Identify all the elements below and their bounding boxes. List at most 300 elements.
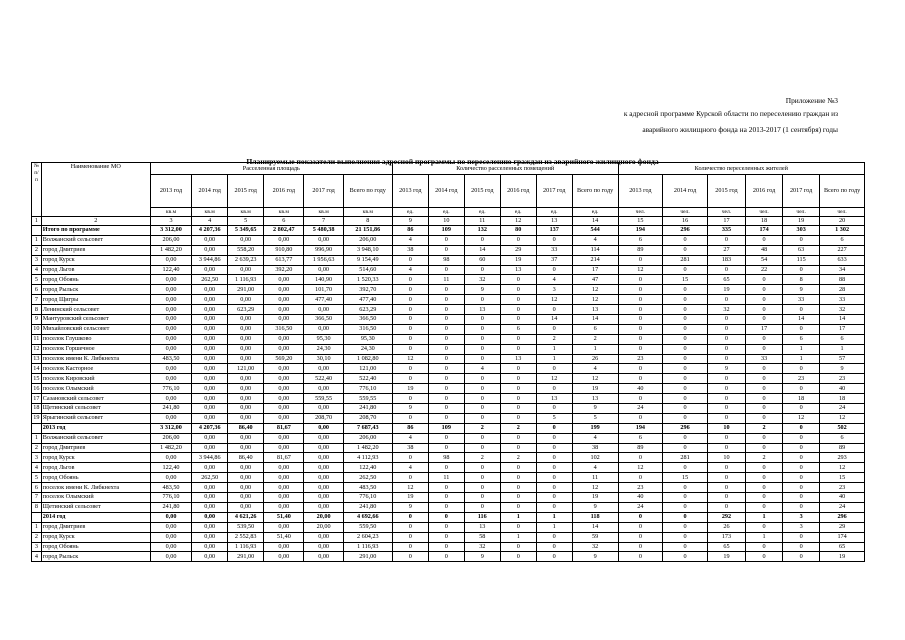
value-cell: 0,00: [150, 542, 191, 552]
value-cell: 121,00: [228, 364, 264, 374]
value-cell: 0: [618, 542, 663, 552]
year-header: Всего по году: [343, 175, 392, 208]
row-number: 9: [32, 315, 42, 325]
value-cell: 0: [618, 512, 663, 522]
value-cell: 0: [392, 295, 428, 305]
municipality-name: город Рыльск: [41, 552, 150, 562]
value-cell: 0: [428, 463, 464, 473]
table-row: [32, 315, 865, 325]
col-name-header: Наименование МО: [41, 163, 150, 217]
value-cell: 0: [500, 463, 536, 473]
municipality-name: город Курск: [41, 453, 150, 463]
value-cell: 0: [746, 275, 783, 285]
value-cell: 0: [536, 473, 572, 483]
municipality-name: Ленинский сельсовет: [41, 305, 150, 315]
value-cell: 24,30: [343, 344, 392, 354]
unit-header: кв.м: [304, 208, 343, 217]
value-cell: 59: [572, 532, 618, 542]
column-index-cell: 15: [618, 217, 663, 226]
column-index-cell: 8: [343, 217, 392, 226]
value-cell: 33: [746, 354, 783, 364]
value-cell: 0,00: [304, 493, 343, 503]
value-cell: 1 482,20: [343, 443, 392, 453]
value-cell: 1 116,93: [228, 542, 264, 552]
value-cell: 29: [500, 245, 536, 255]
value-cell: 291,00: [228, 552, 264, 562]
value-cell: 0,00: [304, 453, 343, 463]
value-cell: 199: [572, 423, 618, 433]
value-cell: 0: [428, 245, 464, 255]
value-cell: 0: [464, 394, 500, 404]
table-row: [32, 404, 865, 414]
value-cell: 392,20: [264, 265, 304, 275]
value-cell: 0: [618, 453, 663, 463]
value-cell: 4: [572, 463, 618, 473]
value-cell: 0: [500, 522, 536, 532]
value-cell: 0: [663, 364, 708, 374]
unit-header: чел.: [663, 208, 708, 217]
value-cell: 0: [618, 374, 663, 384]
value-cell: 137: [536, 226, 572, 236]
value-cell: 23: [618, 483, 663, 493]
value-cell: 0: [536, 235, 572, 245]
value-cell: 0: [536, 532, 572, 542]
value-cell: 38: [392, 245, 428, 255]
value-cell: 262,50: [343, 473, 392, 483]
value-cell: 40: [618, 493, 663, 503]
value-cell: 13: [500, 354, 536, 364]
value-cell: 3 944,86: [192, 255, 228, 265]
value-cell: 2 604,23: [343, 532, 392, 542]
value-cell: 63: [783, 245, 820, 255]
value-cell: 0: [707, 324, 745, 334]
year-header: 2015 год: [707, 175, 745, 208]
value-cell: 0: [500, 542, 536, 552]
value-cell: 0,00: [192, 394, 228, 404]
year-header: 2014 год: [663, 175, 708, 208]
value-cell: 0: [783, 483, 820, 493]
value-cell: 996,90: [304, 245, 343, 255]
value-cell: 4: [464, 364, 500, 374]
value-cell: 4: [392, 433, 428, 443]
value-cell: 2: [464, 453, 500, 463]
value-cell: 4 621,26: [228, 512, 264, 522]
value-cell: 0: [428, 384, 464, 394]
value-cell: 0: [500, 285, 536, 295]
value-cell: 0: [663, 384, 708, 394]
value-cell: 9: [572, 404, 618, 414]
value-cell: 0: [392, 552, 428, 562]
value-cell: 0,00: [228, 413, 264, 423]
table-row: [32, 433, 865, 443]
value-cell: 0,00: [150, 275, 191, 285]
value-cell: 140,90: [304, 275, 343, 285]
value-cell: 0: [663, 295, 708, 305]
table-row: [32, 275, 865, 285]
value-cell: 0: [783, 542, 820, 552]
municipality-name: Мантуровский сельсовет: [41, 315, 150, 325]
value-cell: 0,00: [228, 394, 264, 404]
value-cell: 262,50: [192, 275, 228, 285]
total-row: [32, 512, 865, 522]
value-cell: 316,50: [343, 324, 392, 334]
table-row: [32, 443, 865, 453]
value-cell: 1: [536, 344, 572, 354]
value-cell: 0,00: [150, 285, 191, 295]
value-cell: 0,00: [150, 305, 191, 315]
unit-header: кв.м: [192, 208, 228, 217]
value-cell: 174: [820, 532, 865, 542]
value-cell: 18: [820, 394, 865, 404]
value-cell: 292: [707, 512, 745, 522]
value-cell: 559,55: [343, 394, 392, 404]
value-cell: 121,00: [343, 364, 392, 374]
row-number: 18: [33, 404, 40, 412]
table-row: [32, 502, 865, 512]
value-cell: 6: [783, 334, 820, 344]
value-cell: 0: [746, 374, 783, 384]
value-cell: 0,00: [192, 512, 228, 522]
value-cell: 0: [536, 483, 572, 493]
value-cell: 65: [820, 542, 865, 552]
municipality-name: Ярыгинский сельсовет: [41, 413, 150, 423]
value-cell: 0: [536, 493, 572, 503]
column-index-cell: 3: [150, 217, 191, 226]
value-cell: 0: [500, 344, 536, 354]
value-cell: 262,50: [192, 473, 228, 483]
value-cell: 0: [707, 394, 745, 404]
value-cell: 0: [428, 394, 464, 404]
value-cell: 12: [820, 463, 865, 473]
row-number: [32, 226, 42, 236]
value-cell: 2 802,47: [264, 226, 304, 236]
row-number: 14: [33, 364, 40, 372]
value-cell: 2: [464, 423, 500, 433]
year-header: 2013 год: [392, 175, 428, 208]
value-cell: 0: [392, 512, 428, 522]
value-cell: 0: [707, 443, 745, 453]
unit-header: чел.: [820, 208, 865, 217]
value-cell: 477,40: [343, 295, 392, 305]
value-cell: 0: [464, 463, 500, 473]
value-cell: 4 207,36: [192, 226, 228, 236]
value-cell: 0: [392, 532, 428, 542]
value-cell: 0: [464, 265, 500, 275]
value-cell: 0: [707, 384, 745, 394]
value-cell: 32: [464, 275, 500, 285]
unit-header: кв.м: [264, 208, 304, 217]
value-cell: 0: [663, 245, 708, 255]
value-cell: 0,00: [192, 265, 228, 275]
value-cell: 0: [428, 285, 464, 295]
value-cell: 0,00: [264, 463, 304, 473]
value-cell: 0,00: [264, 522, 304, 532]
value-cell: 23: [618, 354, 663, 364]
value-cell: 0: [428, 295, 464, 305]
value-cell: 0: [663, 542, 708, 552]
year-header: 2013 год: [618, 175, 663, 208]
value-cell: 5: [572, 413, 618, 423]
value-cell: 0: [618, 344, 663, 354]
value-cell: 0: [536, 542, 572, 552]
value-cell: 4: [392, 463, 428, 473]
value-cell: 559,55: [304, 394, 343, 404]
value-cell: 3: [783, 512, 820, 522]
municipality-name: город Дмитриев: [41, 522, 150, 532]
value-cell: 0: [536, 423, 572, 433]
unit-header: ед.: [572, 208, 618, 217]
value-cell: 20,00: [304, 512, 343, 522]
value-cell: 477,40: [304, 295, 343, 305]
value-cell: 2: [500, 423, 536, 433]
value-cell: 483,50: [150, 483, 191, 493]
value-cell: 65: [707, 542, 745, 552]
value-cell: 24: [618, 502, 663, 512]
value-cell: 227: [820, 245, 865, 255]
value-cell: 4: [392, 235, 428, 245]
table-row: [32, 344, 865, 354]
value-cell: 0: [746, 235, 783, 245]
value-cell: 0: [392, 473, 428, 483]
row-number: 7: [32, 295, 42, 305]
value-cell: 1 116,93: [228, 275, 264, 285]
table-row: [32, 354, 865, 364]
table-row: [32, 364, 865, 374]
value-cell: 26: [572, 354, 618, 364]
value-cell: 0: [783, 423, 820, 433]
row-number: 2: [32, 532, 42, 542]
column-index-cell: 20: [820, 217, 865, 226]
appendix-period-line: аварийного жилищного фонда на 2013-2017 (1 сентября) годы: [642, 125, 838, 134]
value-cell: 0,00: [264, 413, 304, 423]
column-index-cell: 14: [572, 217, 618, 226]
value-cell: 174: [746, 226, 783, 236]
column-index-cell: 1: [32, 217, 42, 226]
column-index-cell: 11: [464, 217, 500, 226]
value-cell: 0: [707, 265, 745, 275]
value-cell: 0,00: [304, 463, 343, 473]
value-cell: 2 552,83: [228, 532, 264, 542]
value-cell: 0,00: [192, 384, 228, 394]
value-cell: 2: [572, 334, 618, 344]
value-cell: 0: [500, 502, 536, 512]
value-cell: 569,20: [264, 354, 304, 364]
value-cell: 0,00: [304, 324, 343, 334]
value-cell: 102: [572, 453, 618, 463]
value-cell: 0,00: [150, 532, 191, 542]
value-cell: 21 151,86: [343, 226, 392, 236]
table-row: [32, 483, 865, 493]
year-header: 2015 год: [464, 175, 500, 208]
value-cell: 0,00: [150, 295, 191, 305]
value-cell: 0: [428, 364, 464, 374]
value-cell: 5 349,65: [228, 226, 264, 236]
year-header: 2017 год: [304, 175, 343, 208]
row-number: 4: [32, 265, 42, 275]
value-cell: 0,00: [264, 334, 304, 344]
value-cell: 6: [618, 235, 663, 245]
value-cell: 0,00: [304, 443, 343, 453]
row-number: 5: [32, 473, 42, 483]
value-cell: 0: [392, 542, 428, 552]
value-cell: 86: [392, 226, 428, 236]
value-cell: 0,00: [304, 483, 343, 493]
value-cell: 392,70: [343, 285, 392, 295]
row-number: 1: [32, 522, 42, 532]
value-cell: 19: [572, 384, 618, 394]
value-cell: 8: [783, 275, 820, 285]
value-cell: 0: [500, 384, 536, 394]
value-cell: 0: [428, 334, 464, 344]
value-cell: 206,00: [150, 433, 191, 443]
year-header: 2014 год: [192, 175, 228, 208]
value-cell: 0: [392, 413, 428, 423]
value-cell: 19: [572, 493, 618, 503]
value-cell: 0: [536, 453, 572, 463]
value-cell: 6: [500, 324, 536, 334]
value-cell: 0,00: [304, 473, 343, 483]
value-cell: 0: [392, 285, 428, 295]
unit-header: ед.: [428, 208, 464, 217]
value-cell: 0: [663, 522, 708, 532]
table-row: [32, 532, 865, 542]
value-cell: 24: [820, 502, 865, 512]
value-cell: 4 112,93: [343, 453, 392, 463]
value-cell: 0: [618, 364, 663, 374]
value-cell: 0: [500, 404, 536, 414]
table-row: [32, 295, 865, 305]
value-cell: 0: [500, 275, 536, 285]
value-cell: 0: [746, 404, 783, 414]
value-cell: 0: [707, 374, 745, 384]
value-cell: 0: [746, 364, 783, 374]
column-index-cell: 18: [746, 217, 783, 226]
value-cell: 60: [464, 255, 500, 265]
value-cell: 9: [392, 404, 428, 414]
value-cell: 1 956,63: [304, 255, 343, 265]
value-cell: 776,10: [343, 384, 392, 394]
table-row: [32, 334, 865, 344]
value-cell: 12: [536, 295, 572, 305]
value-cell: 0: [663, 433, 708, 443]
value-cell: 12: [572, 374, 618, 384]
value-cell: 32: [572, 542, 618, 552]
table-row: [32, 374, 865, 384]
value-cell: 122,40: [150, 463, 191, 473]
value-cell: 206,00: [343, 235, 392, 245]
value-cell: 80: [500, 226, 536, 236]
value-cell: 0,00: [150, 473, 191, 483]
value-cell: 4: [536, 275, 572, 285]
value-cell: 3: [783, 522, 820, 532]
value-cell: 0: [746, 334, 783, 344]
value-cell: 0: [663, 493, 708, 503]
value-cell: 0,00: [192, 285, 228, 295]
value-cell: 0: [464, 502, 500, 512]
value-cell: 0: [392, 334, 428, 344]
value-cell: 1 482,20: [150, 245, 191, 255]
value-cell: 0,00: [192, 483, 228, 493]
value-cell: 0: [428, 235, 464, 245]
value-cell: 293: [820, 453, 865, 463]
value-cell: 34: [820, 265, 865, 275]
value-cell: 0: [464, 493, 500, 503]
value-cell: 13: [500, 265, 536, 275]
value-cell: 24,30: [304, 344, 343, 354]
value-cell: 15: [663, 473, 708, 483]
value-cell: 12: [392, 483, 428, 493]
value-cell: 0,00: [150, 334, 191, 344]
value-cell: 0: [392, 275, 428, 285]
value-cell: 0: [663, 344, 708, 354]
value-cell: 0: [663, 394, 708, 404]
value-cell: 0: [618, 473, 663, 483]
municipality-name: поселок имени К. Либкнехта: [41, 354, 150, 364]
value-cell: 22: [746, 265, 783, 275]
value-cell: 0: [392, 374, 428, 384]
value-cell: 514,60: [343, 265, 392, 275]
value-cell: 13: [572, 305, 618, 315]
value-cell: 0: [428, 413, 464, 423]
value-cell: 776,10: [150, 493, 191, 503]
value-cell: 38: [392, 443, 428, 453]
value-cell: 0,00: [304, 384, 343, 394]
value-cell: 13: [464, 522, 500, 532]
value-cell: 81,67: [264, 423, 304, 433]
value-cell: 0,00: [192, 245, 228, 255]
value-cell: 296: [663, 226, 708, 236]
value-cell: 0,00: [264, 344, 304, 354]
year-header: 2016 год: [500, 175, 536, 208]
municipality-name: город Обоянь: [41, 275, 150, 285]
group-rooms-header: Количество расселенных помещений: [392, 163, 618, 175]
value-cell: 38: [572, 443, 618, 453]
value-cell: 613,77: [264, 255, 304, 265]
value-cell: 2: [536, 334, 572, 344]
value-cell: 9: [464, 552, 500, 562]
value-cell: 0: [500, 315, 536, 325]
value-cell: 0,00: [150, 512, 191, 522]
value-cell: 0,00: [192, 542, 228, 552]
value-cell: 51,40: [264, 512, 304, 522]
value-cell: 0,00: [264, 493, 304, 503]
value-cell: 0,00: [228, 235, 264, 245]
row-number: 6: [32, 285, 42, 295]
value-cell: 0: [663, 404, 708, 414]
value-cell: 0: [428, 522, 464, 532]
column-index-cell: 12: [500, 217, 536, 226]
value-cell: 0,00: [192, 433, 228, 443]
value-cell: 0: [663, 235, 708, 245]
value-cell: 23: [820, 374, 865, 384]
value-cell: 1 520,33: [343, 275, 392, 285]
value-cell: 0: [428, 552, 464, 562]
value-cell: 183: [707, 255, 745, 265]
value-cell: 281: [663, 255, 708, 265]
row-number: 13: [33, 355, 40, 363]
value-cell: 95,30: [304, 334, 343, 344]
value-cell: 65: [707, 275, 745, 285]
value-cell: 0: [536, 305, 572, 315]
municipality-name: Волжанский сельсовет: [41, 235, 150, 245]
value-cell: 37: [536, 255, 572, 265]
value-cell: 89: [820, 443, 865, 453]
table-row: [32, 255, 865, 265]
unit-header: ед.: [500, 208, 536, 217]
value-cell: 1: [500, 532, 536, 542]
column-index-cell: 2: [41, 217, 150, 226]
value-cell: 0: [618, 315, 663, 325]
